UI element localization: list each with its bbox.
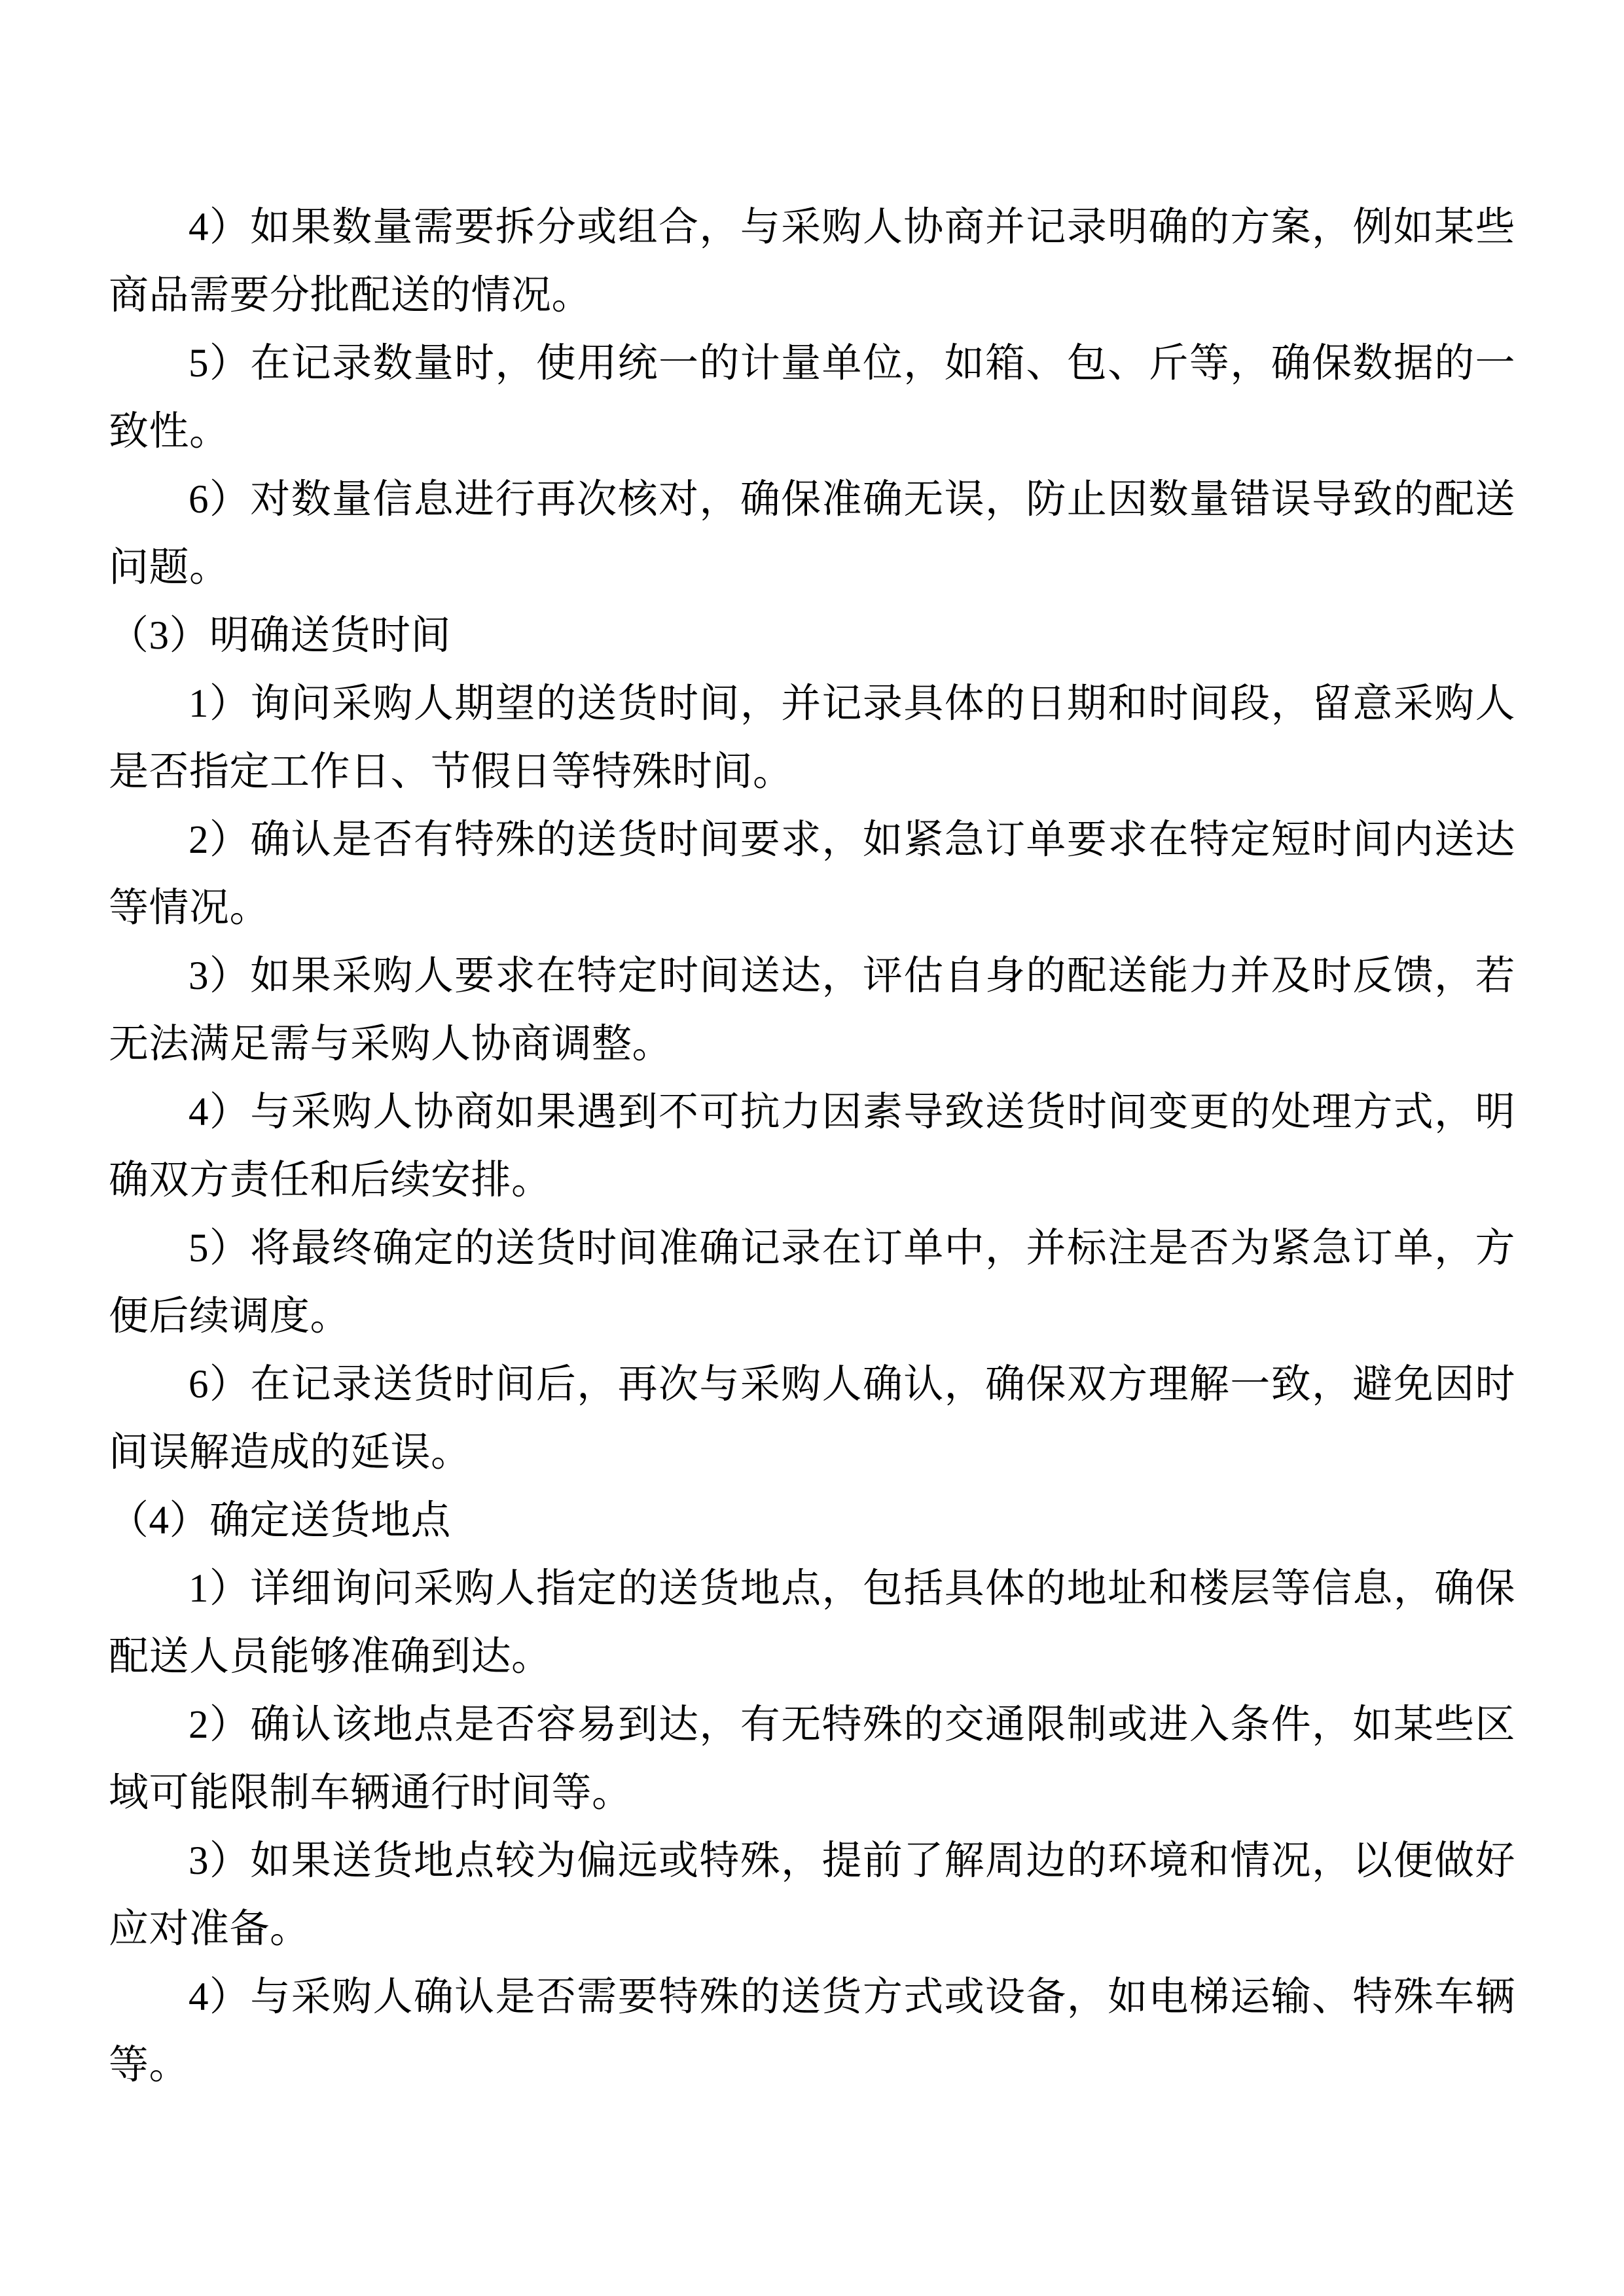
list-item-paragraph: 5）在记录数量时，使用统一的计量单位，如箱、包、斤等，确保数据的一致性。	[109, 342, 1515, 454]
list-item-paragraph: 6）在记录送货时间后，再次与采购人确认，确保双方理解一致，避免因时间误解造成的延误。	[109, 1363, 1515, 1475]
list-item-paragraph: 2）确认是否有特殊的送货时间要求，如紧急订单要求在特定短时间内送达等情况。	[109, 818, 1515, 930]
list-item-paragraph: 5）将最终确定的送货时间准确记录在订单中，并标注是否为紧急订单，方便后续调度。	[109, 1227, 1515, 1338]
list-item-paragraph: 4）如果数量需要拆分或组合，与采购人协商并记录明确的方案，例如某些商品需要分批配送的情况。	[109, 206, 1515, 317]
list-item-paragraph: 1）询问采购人期望的送货时间，并记录具体的日期和时间段，留意采购人是否指定工作日、节假日等特殊时间。	[109, 682, 1515, 794]
list-item-paragraph: 2）确认该地点是否容易到达，有无特殊的交通限制或进入条件，如某些区域可能限制车辆通行时间等。	[109, 1703, 1515, 1815]
list-item-paragraph: 1）详细询问采购人指定的送货地点，包括具体的地址和楼层等信息，确保配送人员能够准确到达。	[109, 1567, 1515, 1679]
section-heading: （4）确定送货地点	[109, 1499, 452, 1543]
list-item-paragraph: 3）如果送货地点较为偏远或特殊，提前了解周边的环境和情况，以便做好应对准备。	[109, 1839, 1515, 1951]
list-item-paragraph: 4）与采购人确认是否需要特殊的送货方式或设备，如电梯运输、特殊车辆等。	[109, 1975, 1515, 2087]
list-item-paragraph: 3）如果采购人要求在特定时间送达，评估自身的配送能力并及时反馈，若无法满足需与采购人协商调整。	[109, 954, 1515, 1066]
list-item-paragraph: 6）对数量信息进行再次核对，确保准确无误，防止因数量错误导致的配送问题。	[109, 478, 1515, 590]
section-heading: （3）明确送货时间	[109, 614, 452, 658]
list-item-paragraph: 4）与采购人协商如果遇到不可抗力因素导致送货时间变更的处理方式，明确双方责任和后续安排。	[109, 1090, 1515, 1202]
